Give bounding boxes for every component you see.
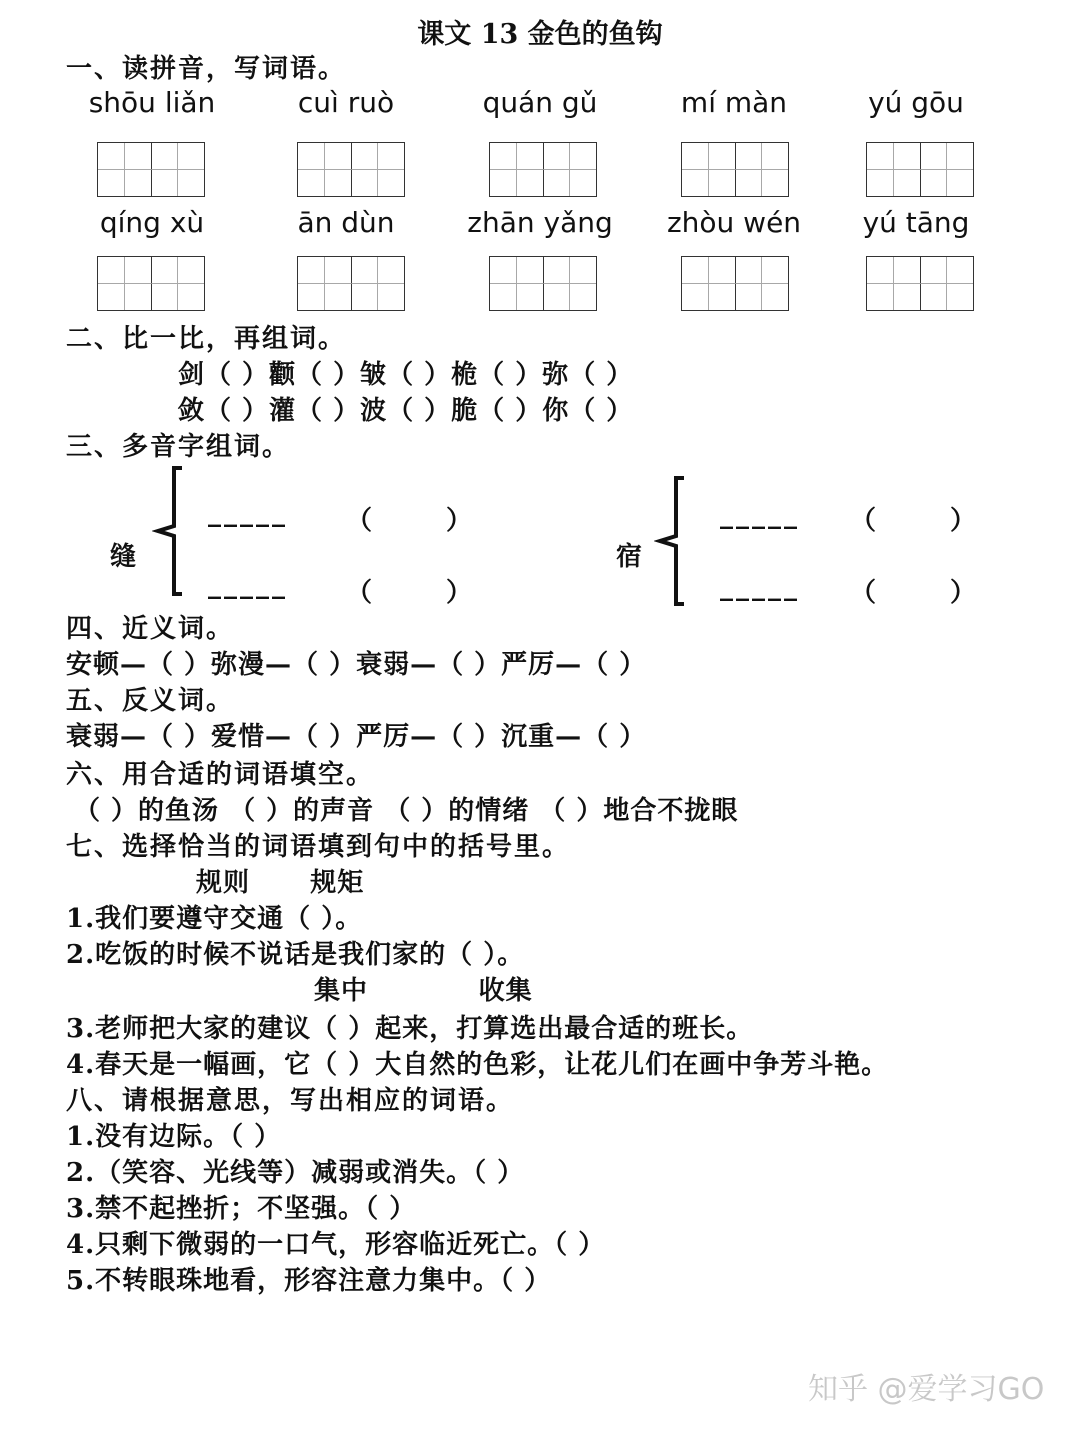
writing-grid-1-3[interactable] [489,142,597,197]
writing-grid-1-4[interactable] [681,142,789,197]
synonym-line: 安顿—（ ）弥漫—（ ）衰弱—（ ）严厉—（ ） [66,650,647,680]
writing-grid-1-1[interactable] [97,142,205,197]
writing-grid-2-4[interactable] [681,256,789,311]
writing-grid-1-5[interactable] [866,142,974,197]
polyphone-char-su: 宿 [616,542,644,572]
question-8-4: 4.只剩下微弱的一口气，形容临近死亡。（ ） [66,1230,606,1260]
question-7-3: 3.老师把大家的建议（ ）起来，打算选出最合适的班长。 [66,1014,754,1044]
writing-grid-1-2[interactable] [297,142,405,197]
brace-icon [152,466,192,596]
pinyin-1-3: quán gǔ [482,86,598,119]
fill-in-line: （ ）的鱼汤 （ ）的声音 （ ）的情绪 （ ）地合不拢眼 [74,796,739,826]
paren-open: （ [346,506,374,536]
word-choices-1: 规则 规矩 [196,868,365,898]
answer-line[interactable]: _____ [208,570,288,600]
watermark: 知乎 @爱学习GO [808,1372,1045,1407]
compare-row-2: 敛（ ）灌（ ）波（ ）脆（ ）你（ ） [178,396,634,426]
word-choices-2: 集中 收集 [314,976,533,1006]
section-6-heading: 六、用合适的词语填空。 [66,760,375,790]
paren-close: ） [950,578,978,608]
question-7-2: 2.吃饭的时候不说话是我们家的（ ）。 [66,940,525,970]
writing-grid-2-2[interactable] [297,256,405,311]
section-5-heading: 五、反义词。 [66,686,235,716]
question-7-4: 4.春天是一幅画，它（ ）大自然的色彩，让花儿们在画中争芳斗艳。 [66,1050,889,1080]
paren-open: （ [850,506,878,536]
pinyin-2-4: zhòu wén [666,206,802,239]
section-2-heading: 二、比一比，再组词。 [66,324,347,354]
brace-icon [654,476,694,606]
writing-grid-2-5[interactable] [866,256,974,311]
question-8-5: 5.不转眼珠地看，形容注意力集中。（ ） [66,1266,552,1296]
pinyin-2-3: zhān yǎng [467,206,613,239]
section-7-heading: 七、选择恰当的词语填到句中的括号里。 [66,832,571,862]
section-4-heading: 四、近义词。 [66,614,235,644]
paren-open: （ [346,578,374,608]
pinyin-2-1: qíng xù [99,206,205,239]
pinyin-1-1: shōu liǎn [88,86,216,119]
pinyin-1-5: yú gōu [868,86,964,119]
page-title: 课文 13 金色的鱼钩 [417,19,663,50]
writing-grid-2-3[interactable] [489,256,597,311]
paren-close: ） [950,506,978,536]
polyphone-char-feng: 缝 [110,542,138,572]
pinyin-2-5: yú tāng [862,206,970,239]
paren-open: （ [850,578,878,608]
antonym-line: 衰弱—（ ）爱惜—（ ）严厉—（ ）沉重—（ ） [66,722,647,752]
section-1-heading: 一、读拼音，写词语。 [66,54,347,84]
section-8-heading: 八、请根据意思，写出相应的词语。 [66,1086,515,1116]
question-8-1: 1.没有边际。（ ） [66,1122,282,1152]
question-7-1: 1.我们要遵守交通（ ）。 [66,904,363,934]
pinyin-1-4: mí màn [680,86,788,119]
paren-close: ） [446,578,474,608]
pinyin-2-2: ān dùn [297,206,395,239]
compare-row-1: 剑（ ）颧（ ）皱（ ）桅（ ）弥（ ） [178,360,634,390]
pinyin-1-2: cuì ruò [297,86,395,119]
answer-line[interactable]: _____ [720,500,800,530]
paren-close: ） [446,506,474,536]
question-8-2: 2.（笑容、光线等）减弱或消失。（ ） [66,1158,525,1188]
question-8-3: 3.禁不起挫折；不坚强。（ ） [66,1194,417,1224]
section-3-heading: 三、多音字组词。 [66,432,291,462]
writing-grid-2-1[interactable] [97,256,205,311]
answer-line[interactable]: _____ [208,498,288,528]
answer-line[interactable]: _____ [720,572,800,602]
